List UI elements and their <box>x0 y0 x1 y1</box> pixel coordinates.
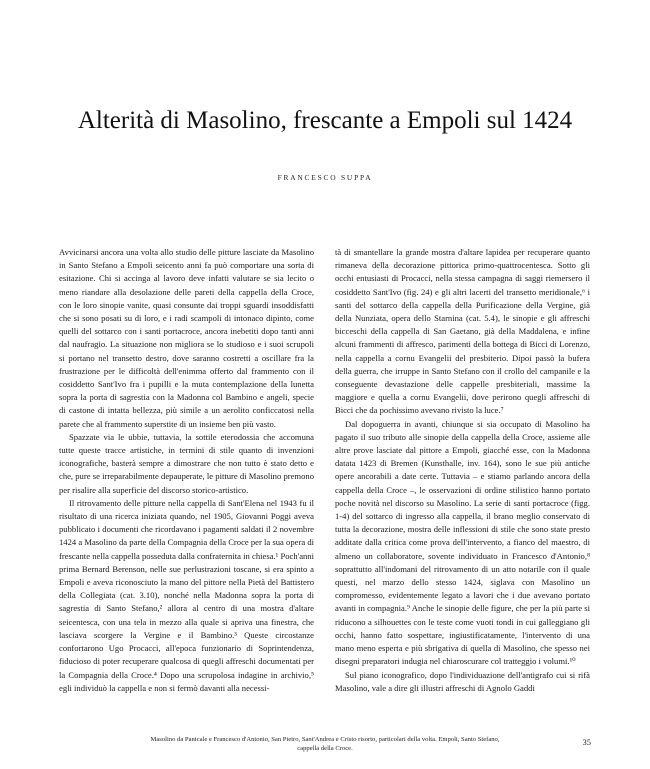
paragraph: Avvicinarsi ancora una volta allo studio delle pitture lasciate da Masolino in Santo Stefano a Empoli seicento anni fa può comportare una sorta di esitazione. Chi si accinga al lavoro deve infatti valutare se sia lecito o meno riandare alla desolazione delle pareti della cappella della Croce, con le loro sinopie vanite, quasi consunte dai troppi sguardi insoddisfatti che si sono posati su di loro, e i radi scampoli di intonaco dipinto, come quelli del sottarco con i santi portacroce, ancora inebetiti dopo tanti anni dal naufragio. La situazione non migliora se lo studioso e i suoi scrupoli si portano nel transetto destro, dove saranno costretti a oscillare fra la frustrazione per le difficoltà dell'enimma offerto dal frammento con il cosiddetto Sant'Ivo fra i pupilli e la muta contemplazione della lunetta sopra la porta di sagrestia con la Madonna col Bambino e angeli, specie di castone di intatta bellezza, più simile a un aerolito conficcatosi nella parete che al frammento superstite di un insieme ben più vasto. <box>59 247 314 429</box>
paragraph: Il ritrovamento delle pitture nella cappella di Sant'Elena nel 1943 fu il risultato di una ricerca iniziata quando, nel 1905, Giovanni Poggi aveva pubblicato i documenti che ricordavano i pagamenti saldati il 2 novembre 1424 a Masolino da parte della Compagnia della Croce per la sua opera di frescante nella cappella posseduta dalla confraternita in chiesa.¹ Poch'anni prima Bernard Berenson, nelle sue perlustrazioni toscane, si era spinto a Empoli e aveva riconosciuto la mano del pittore nella Pietà del Battistero della Collegiata (cat. 3.10), nonché nella Madonna sopra la porta di sagrestia di Santo Stefano,² allora al centro di una mostra d'altare seicentesca, con una tela in mezzo alla quale si apriva una finestra, che lasciava scorgere la Vergine e il Bambino.³ Queste circostanze confortarono Ugo Procacci, all'epoca funzionario di Soprintendenza, fiducioso di poter recuperare qualcosa di quegli affreschi documentati per la Compagnia della Croce.⁴ Dopo una scrupolosa indagine in archivio,⁵ egli individuò la cappella e non si fermò davanti alla necessi- <box>59 497 314 693</box>
article-author: FRANCESCO SUPPA <box>277 173 373 182</box>
article-title: Alterità di Masolino, frescante a Empoli sul 1424 <box>77 107 573 134</box>
left-column <box>59 246 314 695</box>
right-column <box>335 246 590 695</box>
figure-caption: Masolino da Panicale e Francesco d'Antonio, San Pietro, Sant'Andrea e Cristo risorto, particolari della volta. Empoli, Santo Stefano, cappella della Croce. <box>150 736 500 752</box>
page-number: 35 <box>582 737 591 747</box>
paragraph: Sul piano iconografico, dopo l'individuazione dell'antigrafo cui si rifà Masolino, vale a dire gli illustri affreschi di Agnolo Gaddi <box>335 669 590 693</box>
paragraph: Dal dopoguerra in avanti, chiunque si sia occupato di Masolino ha pagato il suo tributo alle sinopie della cappella della Croce, assieme alle altre prove lasciate dal pittore a Empoli, giacché esse, con la Madonna datata 1423 di Bremen (Kunsthalle, inv. 164), sono le sue più antiche opere ancorabili a date certe. Tuttavia – e stiamo parlando ancora della cappella della Croce –, le osservazioni di ordine stilistico hanno portato poche novità nel discorso su Masolino. La serie di santi portacroce (figg. 1-4) del sottarco di ingresso alla cappella, il brano meglio conservato di tutta la decorazione, mostra delle inflessioni di stile che sono state presto additate dalla critica come prova dell'intervento, a fianco del maestro, di almeno un collaboratore, sovente individuato in Francesco d'Antonio,⁸ soprattutto all'indomani del ritrovamento di un atto notarile con il quale questi, nel marzo dello stesso 1424, siglava con Masolino un compromesso, evidentemente legato a lavori che i due avevano portato avanti in compagnia.⁹ Anche le sinopie delle figure, che per la più parte si riducono a silhouettes con le teste come vuoti tondi in cui galleggiano gli occhi, hanno fatto sospettare, ingiustificatamente, l'intervento di una mano meno esperta e più sbrigativa di quella di Masolino, che spesso nei disegni preparatori indugia nel chiaroscurare col tratteggio i volumi.¹⁰ <box>335 418 590 667</box>
paragraph: tà di smantellare la grande mostra d'altare lapidea per recuperare quanto rimaneva della decorazione pittorica primo-quattrocentesca. Sotto gli occhi entusiasti di Procacci, nella stessa campagna di saggi riemersero il cosiddetto Sant'Ivo (fig. 24) e gli altri lacerti del transetto meridionale,⁶ i santi del sottarco della cappella della Purificazione della Vergine, già della Nunziata, opera dello Starnina (cat. 5.4), le sinopie e gli affreschi bicceschi della cappella di San Gaetano, già della Maddalena, e infine alcuni frammenti di affresco, parimenti della bottega di Bicci di Lorenzo, nella cappella a cornu Evangelii del presbiterio. Dipoi passò la bufera della guerra, che irruppe in Santo Stefano con il crollo del campanile e la conseguente devastazione delle cappelle presbiteriali, massime la maggiore e quella a cornu Evangelii, dove perirono quegli affreschi di Bicci che da pochissimo avevano rivisto la luce.⁷ <box>335 247 590 416</box>
paragraph: Spazzate via le ubbie, tuttavia, la sottile eterodossia che accomuna tutte queste tracce artistiche, in termini di stile quanto di invenzioni iconografiche, basterà sempre a dimostrare che non tutto è stato detto e che, pure se irreparabilmente depauperate, le pitture di Masolino premono per risalire alla superficie del discorso storico-artistico. <box>59 431 314 495</box>
